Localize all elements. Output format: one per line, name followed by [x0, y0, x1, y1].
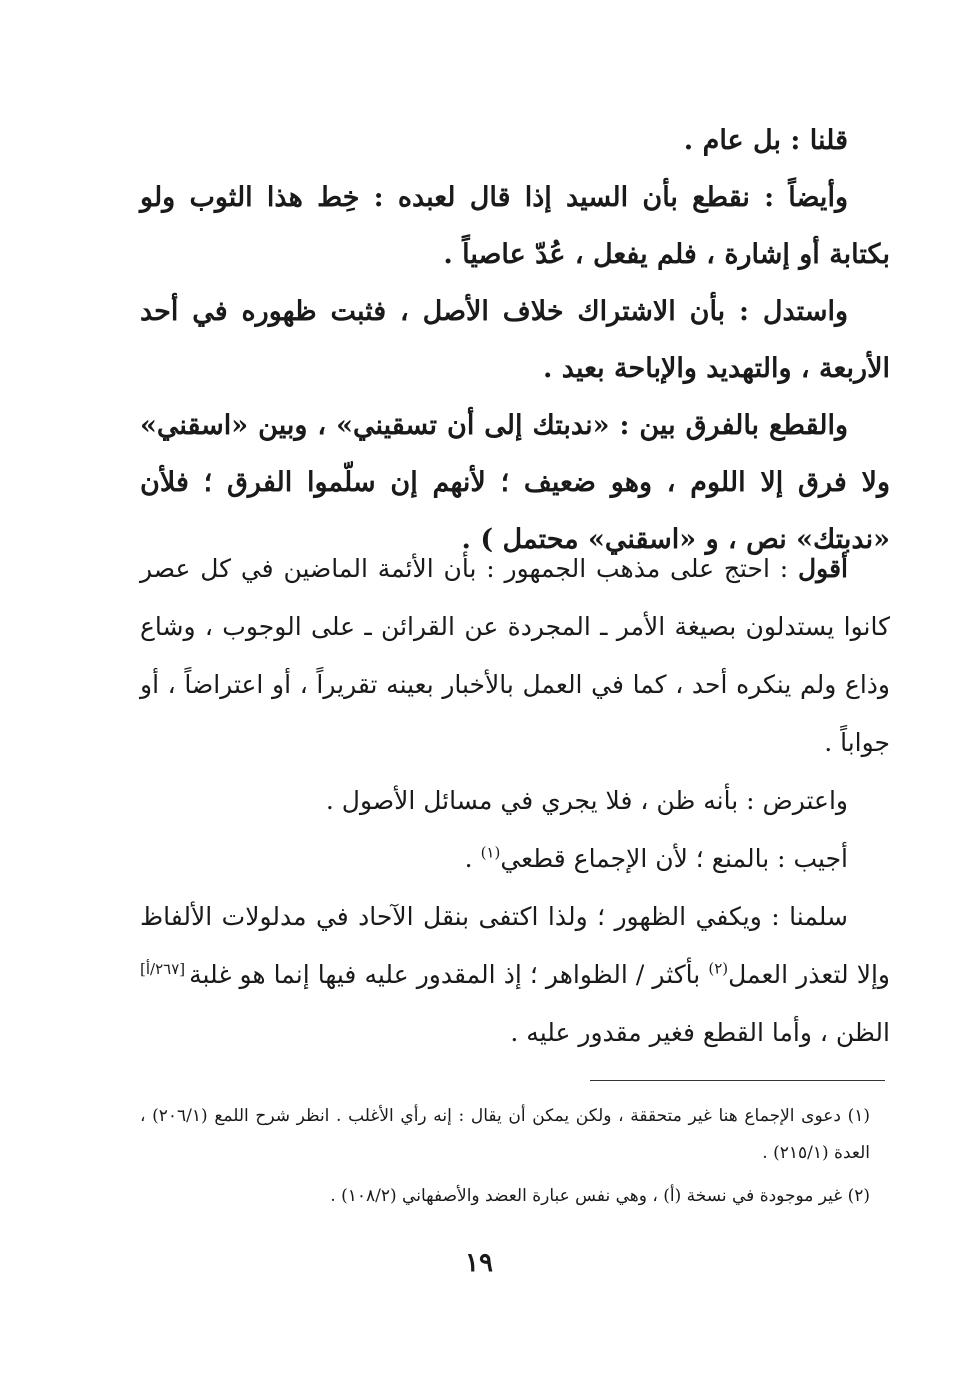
- paragraph-text-mid: بأكثر / الظواهر ؛ إذ المقدور عليه فيها إنما هو غلبة: [189, 960, 709, 989]
- paragraph-commentary-1: [140, 540, 890, 772]
- paragraph-bold-4: والقطع بالفرق بين : «ندبتك إلى أن تسقيني» ، وبين «اسقني» ولا فرق إلا اللوم ، وهو ضعيف ؛ لأنهم إن سلّموا الفرق ؛ فلأن «ندبتك» نص ، و «اسقني» محتمل ) .: [140, 410, 890, 555]
- paragraph-text: سلمنا : ويكفي الظهور ؛ ولذا اكتفى بنقل الآحاد في مدلولات الألفاظ وإلا لتعذر العمل: [140, 902, 890, 989]
- footnote-ref-1: (١): [480, 843, 501, 862]
- bold-text-section: [140, 112, 890, 568]
- paragraph-bold-2: وأيضاً : نقطع بأن السيد إذا قال لعبده : خِط هذا الثوب ولو بكتابة أو إشارة ، فلم يفعل ، عُدّ عاصياً .: [140, 182, 890, 270]
- paragraph-text: أجيب : بالمنع ؛ لأن الإجماع قطعي: [500, 844, 848, 873]
- footnote-1: (١) دعوى الإجماع هنا غير متحققة ، ولكن يمكن أن يقال : إنه رأي الأغلب . انظر شرح اللمع (٢٠٦/١) ، العدة (٢١٥/١) .: [140, 1106, 871, 1163]
- footnotes-section: [140, 1098, 870, 1221]
- footnote-2: (٢) غير موجودة في نسخة (أ) ، وهي نفس عبارة العضد والأصفهاني (١٠٨/٢) .: [330, 1186, 870, 1206]
- footnote-separator: [590, 1080, 885, 1081]
- footnote-ref-2: (٢): [708, 959, 729, 978]
- lead-word: أقول: [798, 554, 848, 583]
- paragraph-text-end: الظن ، وأما القطع فغير مقدور عليه .: [510, 1018, 890, 1047]
- page-number: ١٩: [465, 1248, 493, 1278]
- paragraph-bold-1: قلنا : بل عام .: [683, 125, 848, 156]
- paragraph-commentary-2: واعترض : بأنه ظن ، فلا يجري في مسائل الأصول .: [325, 786, 848, 815]
- paragraph-commentary-3: [140, 830, 890, 888]
- paragraph-text: : احتج على مذهب الجمهور : بأن الأئمة الماضين في كل عصر كانوا يستدلون بصيغة الأمر ـ المجردة عن القرائن ـ على الوجوب ، وشاع وذاع ولم ينكره أحد ، كما في العمل بالأخبار بعينه تقريراً ، أو اعتراضاً ، أو جواباً .: [140, 554, 890, 757]
- manuscript-folio-marker: [٢٦٧/أ]: [140, 959, 186, 978]
- paragraph-text-end: .: [464, 844, 481, 873]
- paragraph-commentary-4: [140, 888, 890, 1062]
- paragraph-bold-3: واستدل : بأن الاشتراك خلاف الأصل ، فثبت ظهوره في أحد الأربعة ، والتهديد والإباحة بعيد .: [140, 296, 890, 384]
- commentary-section: [140, 540, 890, 1062]
